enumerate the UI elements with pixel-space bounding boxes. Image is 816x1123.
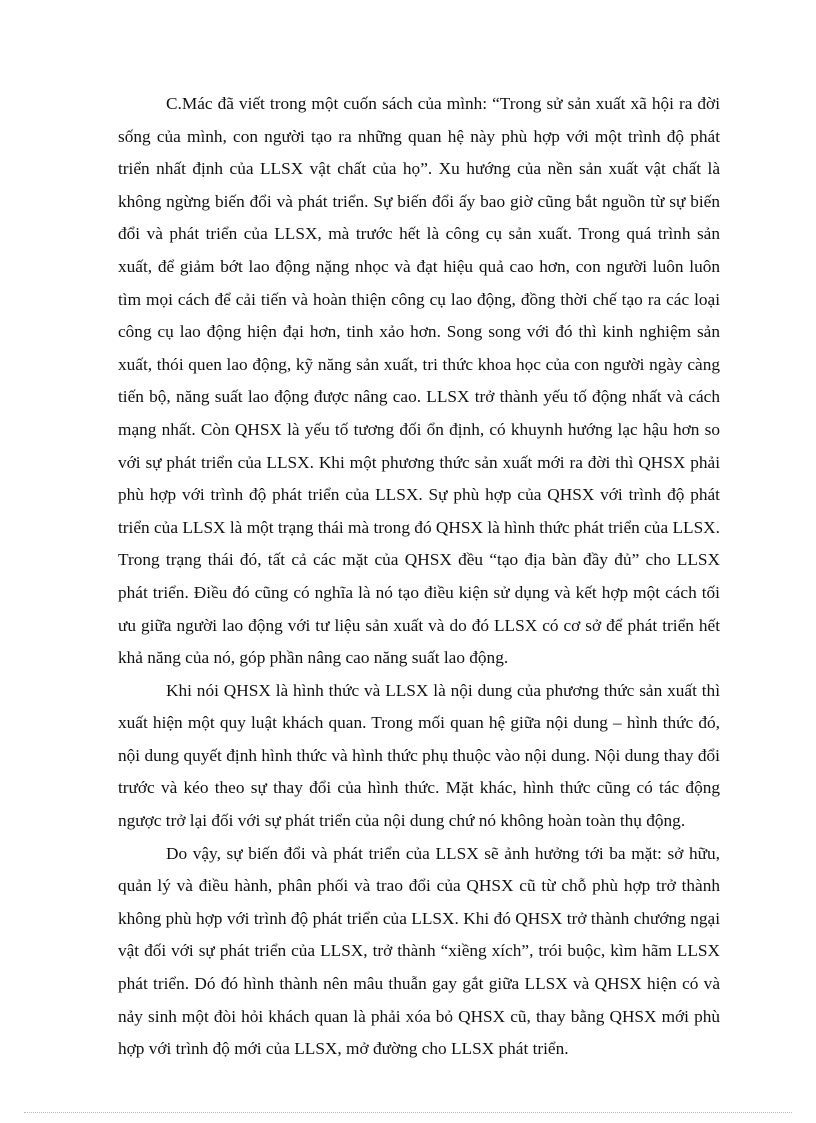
paragraph-2: Khi nói QHSX là hình thức và LLSX là nội dung của phương thức sản xuất thì xuất hiện một quy luật khách quan. Trong mối quan hệ giữa nội dung – hình thức đó, nội dung quyết định hình thức và hình thức phụ thuộc vào nội dung. Nội dung thay đổi trước và kéo theo sự thay đổi của hình thức. Mặt khác, hình thức cũng có tác động ngược trở lại đối với sự phát triển của nội dung chứ nó không hoàn toàn thụ động. xyxy=(118,680,720,831)
page-bottom-divider xyxy=(24,1112,792,1113)
document-body xyxy=(118,88,720,1066)
paragraph-3: Do vậy, sự biến đổi và phát triển của LLSX sẽ ảnh hưởng tới ba mặt: sở hữu, quản lý và điều hành, phân phối và trao đổi của QHSX cũ từ chỗ phù hợp trở thành không phù hợp với trình độ phát triển của LLSX. Khi đó QHSX trở thành chướng ngại vật đối với sự phát triển của LLSX, trở thành “xiềng xích”, trói buộc, kìm hãm LLSX phát triển. Dó đó hình thành nên mâu thuẫn gay gắt giữa LLSX và QHSX hiện có và nảy sinh một đòi hỏi khách quan là phải xóa bỏ QHSX cũ, thay bằng QHSX mới phù hợp với trình độ mới của LLSX, mở đường cho LLSX phát triển. xyxy=(118,843,720,1059)
paragraph-1: C.Mác đã viết trong một cuốn sách của mình: “Trong sử sản xuất xã hội ra đời sống của mình, con người tạo ra những quan hệ này phù hợp với một trình độ phát triển nhất định của LLSX vật chất của họ”. Xu hướng của nền sản xuất vật chất là không ngừng biến đổi và phát triển. Sự biến đổi ấy bao giờ cũng bắt nguồn từ sự biến đổi và phát triển của LLSX, mà trước hết là công cụ sản xuất. Trong quá trình sản xuất, để giảm bớt lao động nặng nhọc và đạt hiệu quả cao hơn, con người luôn luôn tìm mọi cách để cải tiến và hoàn thiện công cụ lao động, đồng thời chế tạo ra các loại công cụ lao động hiện đại hơn, tinh xảo hơn. Song song với đó thì kinh nghiệm sản xuất, thói quen lao động, kỹ năng sản xuất, tri thức khoa học của con người ngày càng tiến bộ, năng suất lao động được nâng cao. LLSX trở thành yếu tố động nhất và cách mạng nhất. Còn QHSX là yếu tố tương đối ổn định, có khuynh hướng lạc hậu hơn so với sự phát triển của LLSX. Khi một phương thức sản xuất mới ra đời thì QHSX phải phù hợp với trình độ phát triển của LLSX. Sự phù hợp của QHSX với trình độ phát triển của LLSX là một trạng thái mà trong đó QHSX là hình thức phát triển của LLSX. Trong trạng thái đó, tất cả các mặt của QHSX đều “tạo địa bàn đầy đủ” cho LLSX phát triển. Điều đó cũng có nghĩa là nó tạo điều kiện sử dụng và kết hợp một cách tối ưu giữa người lao động với tư liệu sản xuất và do đó LLSX có cơ sở để phát triển hết khả năng của nó, góp phần nâng cao năng suất lao động. xyxy=(118,94,720,668)
